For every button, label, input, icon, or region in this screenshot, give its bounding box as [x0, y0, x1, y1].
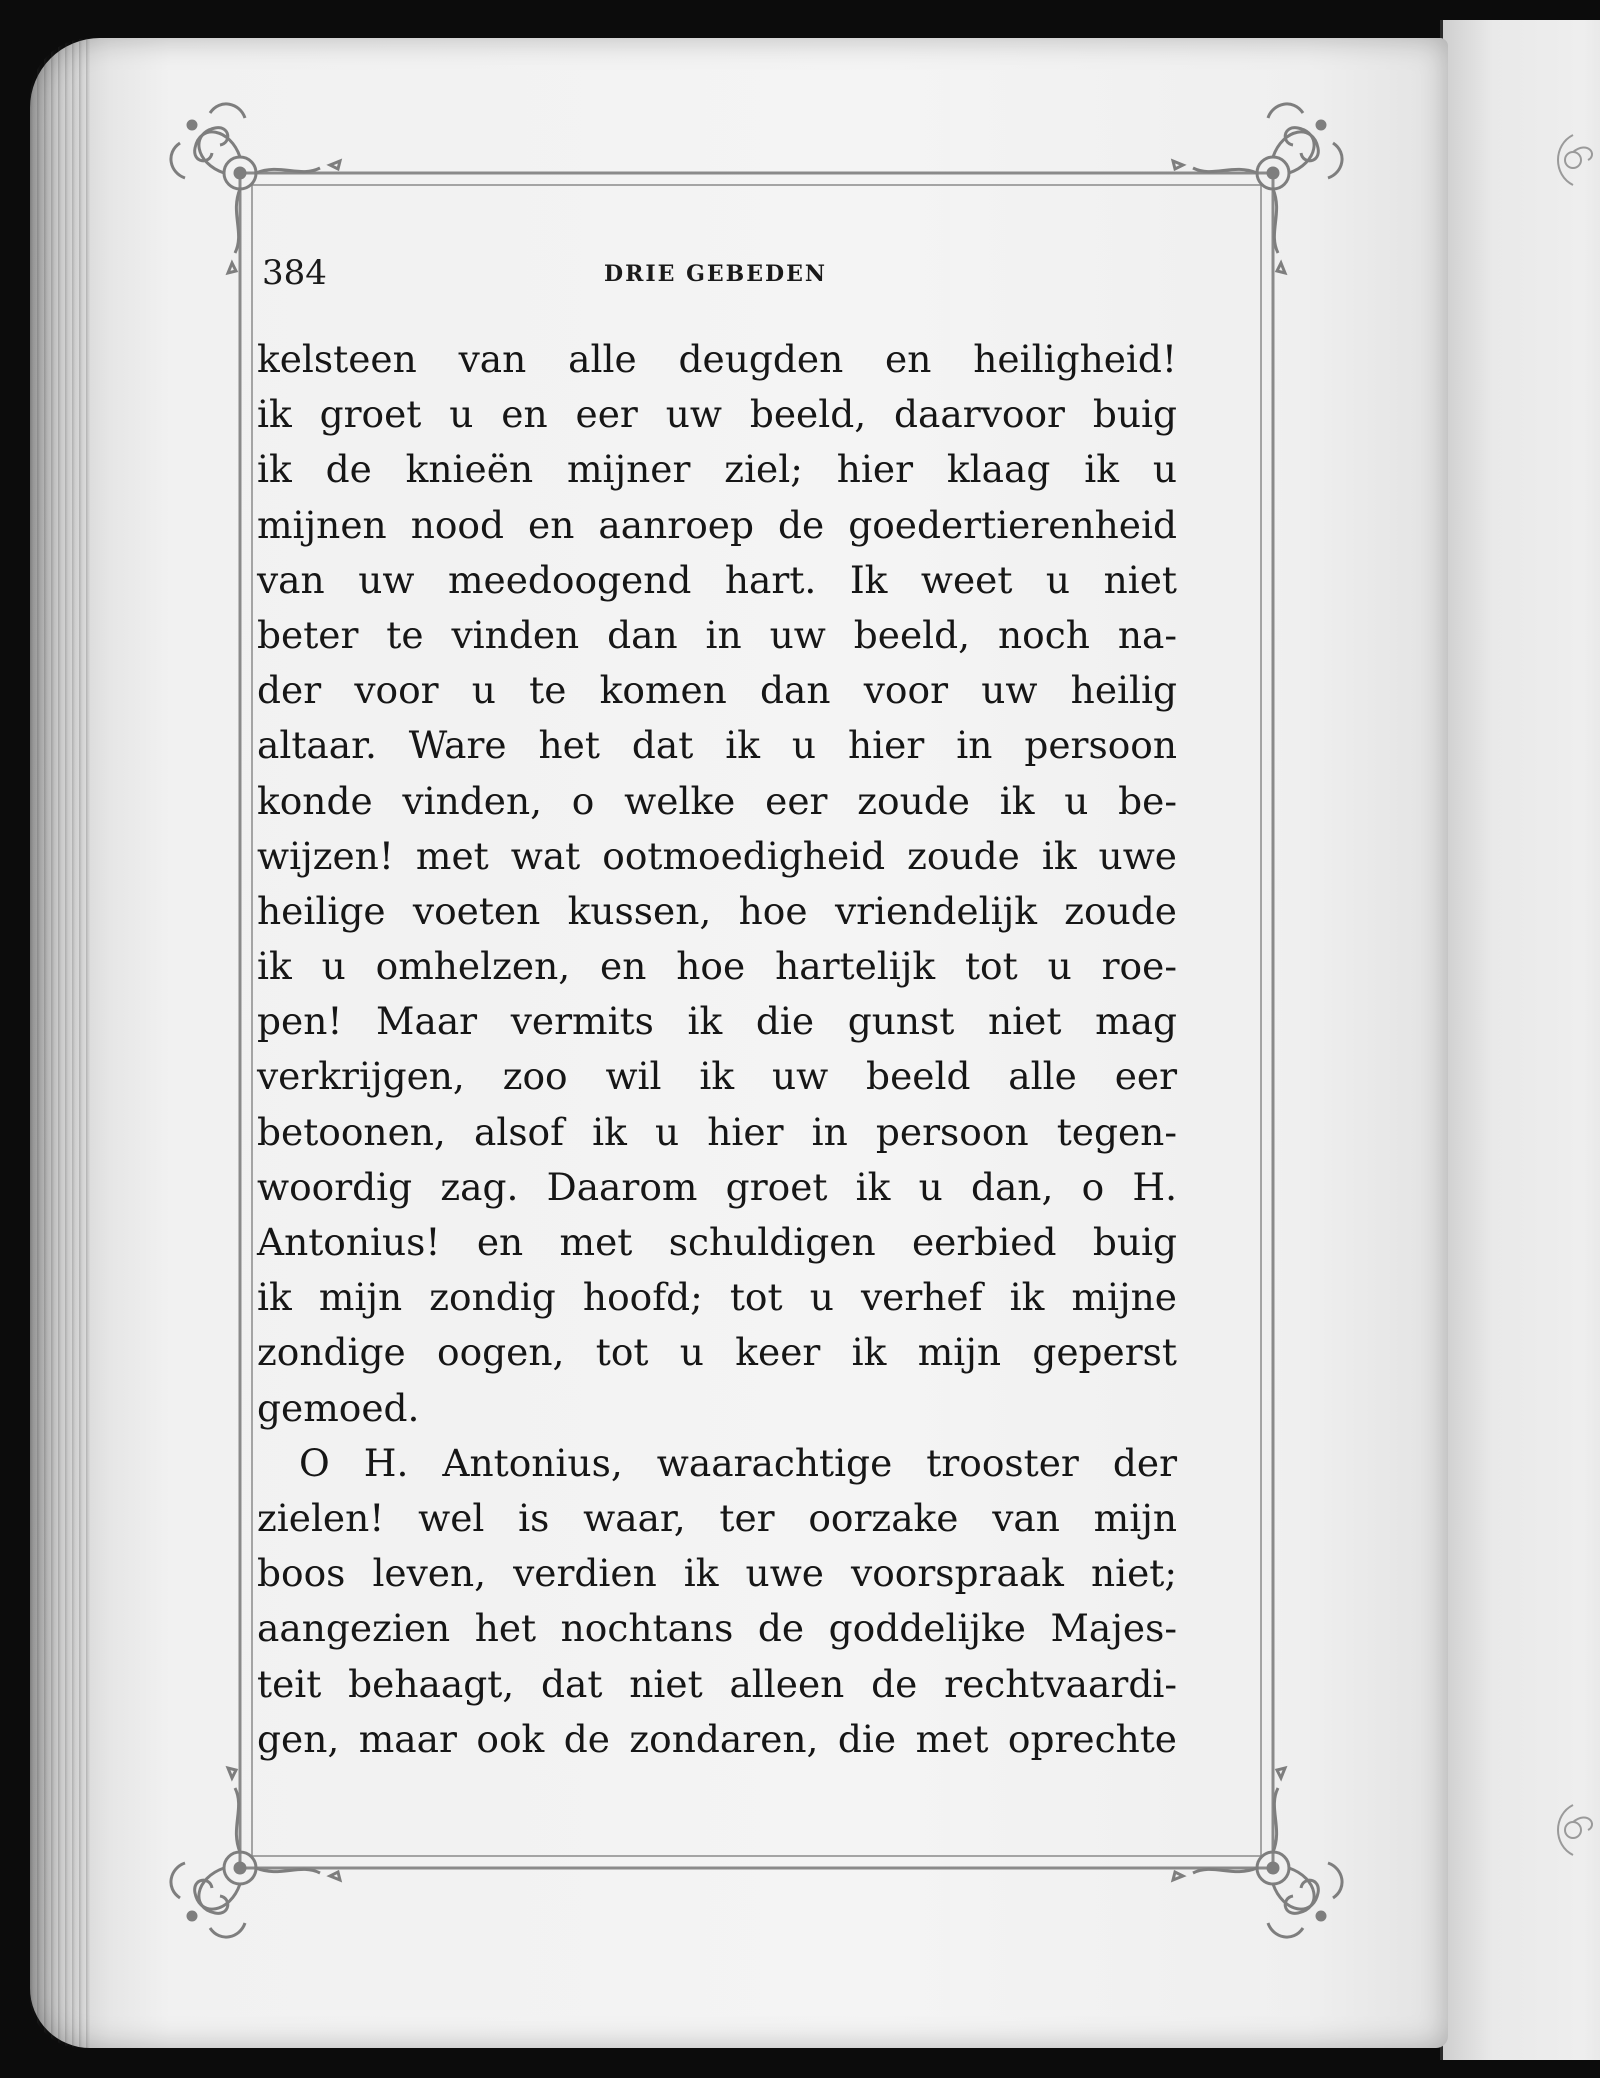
text-line: heilige voeten kussen, hoe vriendelijk zoude [257, 888, 1177, 933]
running-head [262, 253, 1182, 293]
text-line: altaar. Ware het dat ik u hier in persoon [257, 723, 1177, 768]
text-line: der voor u te komen dan voor uw heilig [257, 668, 1177, 713]
text-line: beter te vinden dan in uw beeld, noch na- [257, 612, 1177, 657]
text-line: teit behaagt, dat niet alleen de rechtvaardi- [257, 1661, 1177, 1706]
text-line: van uw meedoogend hart. Ik weet u niet [257, 557, 1177, 602]
body-text [257, 332, 1177, 1767]
floral-corner-ornament-icon [1543, 1800, 1600, 1860]
text-line: pen! Maar vermits ik die gunst niet mag [257, 999, 1177, 1044]
text-line: gen, maar ook de zondaren, die met oprechte [257, 1716, 1177, 1761]
text-line: wijzen! met wat ootmoedigheid zoude ik uwe [257, 833, 1177, 878]
text-line: woordig zag. Daarom groet ik u dan, o H. [257, 1164, 1177, 1209]
text-line: mijnen nood en aanroep de goedertierenheid [257, 502, 1177, 547]
text-line: ik u omhelzen, en hoe hartelijk tot u roe- [257, 944, 1177, 989]
text-line: gemoed. [257, 1385, 420, 1430]
text-line: boos leven, verdien ik uwe voorspraak niet; [257, 1551, 1177, 1596]
floral-corner-ornament-icon [1543, 130, 1600, 190]
text-line: zielen! wel is waar, ter oorzake van mijn [257, 1495, 1177, 1540]
text-line: O H. Antonius, waarachtige trooster der [299, 1440, 1177, 1485]
text-line: ik mijn zondig hoofd; tot u verhef ik mijne [257, 1275, 1177, 1320]
text-line: zondige oogen, tot u keer ik mijn geperst [257, 1330, 1177, 1375]
text-line: konde vinden, o welke eer zoude ik u be- [257, 778, 1177, 823]
page-number: 384 [262, 253, 327, 293]
text-line: betoonen, alsof ik u hier in persoon tegen- [257, 1109, 1177, 1154]
running-title: DRIE GEBEDEN [604, 261, 827, 287]
facing-page-edge [1440, 20, 1600, 2060]
text-line: ik groet u en eer uw beeld, daarvoor buig [257, 392, 1177, 437]
text-line: aangezien het nochtans de goddelijke Majes- [257, 1606, 1177, 1651]
text-line: Antonius! en met schuldigen eerbied buig [257, 1220, 1177, 1264]
text-line: verkrijgen, zoo wil ik uw beeld alle eer [257, 1054, 1177, 1099]
text-line: kelsteen van alle deugden en heiligheid! [257, 337, 1177, 381]
text-line: ik de knieën mijner ziel; hier klaag ik u [257, 447, 1177, 492]
